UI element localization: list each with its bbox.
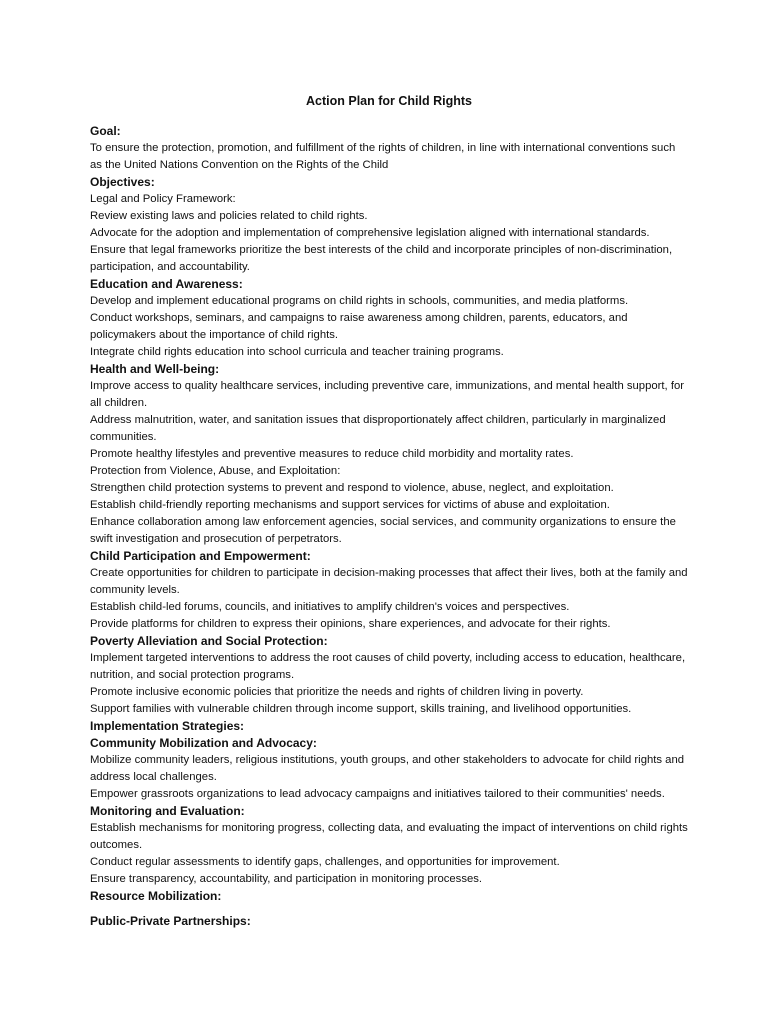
paragraph: Implement targeted interventions to address the root causes of child poverty, including access to education, healthcare, nutrition, and social protection programs. (90, 652, 686, 681)
paragraph: Ensure transparency, accountability, and participation in monitoring processes. (90, 873, 483, 885)
section-heading: Child Participation and Empowerment: (90, 549, 311, 563)
document-body (90, 123, 688, 930)
paragraph: Review existing laws and policies related to child rights. (90, 210, 368, 222)
paragraph: Legal and Policy Framework: (90, 193, 236, 205)
paragraph: Establish mechanisms for monitoring progress, collecting data, and evaluating the impact of interventions on child rights outcomes. (90, 822, 688, 851)
document-title: Action Plan for Child Rights (306, 94, 472, 108)
paragraph: Promote healthy lifestyles and preventive measures to reduce child morbidity and mortality rates. (90, 448, 574, 460)
section-heading: Public-Private Partnerships: (90, 914, 251, 928)
paragraph: To ensure the protection, promotion, and fulfillment of the rights of children, in line with international conventions such as the United Nations Convention on the Rights of the Child (90, 142, 676, 171)
paragraph: Advocate for the adoption and implementation of comprehensive legislation aligned with international standards. (90, 227, 650, 239)
paragraph: Mobilize community leaders, religious institutions, youth groups, and other stakeholders to advocate for child rights and address local challenges. (90, 754, 685, 783)
paragraph: Integrate child rights education into school curricula and teacher training programs. (90, 346, 504, 358)
section-heading: Monitoring and Evaluation: (90, 804, 245, 818)
paragraph: Develop and implement educational programs on child rights in schools, communities, and media platforms. (90, 295, 629, 307)
paragraph: Conduct workshops, seminars, and campaigns to raise awareness among children, parents, educators, and policymakers about the importance of child rights. (90, 312, 628, 341)
paragraph: Establish child-friendly reporting mechanisms and support services for victims of abuse and exploitation. (90, 499, 610, 511)
paragraph: Protection from Violence, Abuse, and Exploitation: (90, 465, 341, 477)
section-heading: Health and Well-being: (90, 362, 220, 376)
section-heading: Resource Mobilization: (90, 889, 222, 903)
section-heading: Education and Awareness: (90, 277, 243, 291)
paragraph: Ensure that legal frameworks prioritize the best interests of the child and incorporate principles of non-discrimination, participation, and accountability. (90, 244, 673, 273)
section-heading: Poverty Alleviation and Social Protection: (90, 634, 328, 648)
paragraph: Enhance collaboration among law enforcement agencies, social services, and community organizations to ensure the swift investigation and prosecution of perpetrators. (90, 516, 676, 545)
paragraph: Conduct regular assessments to identify gaps, challenges, and opportunities for improvement. (90, 856, 560, 868)
paragraph: Address malnutrition, water, and sanitation issues that disproportionately affect children, particularly in marginalized communities. (90, 414, 666, 443)
paragraph: Create opportunities for children to participate in decision-making processes that affect their lives, both at the family and community levels. (90, 567, 688, 596)
section-heading: Implementation Strategies: (90, 719, 245, 733)
paragraph: Promote inclusive economic policies that prioritize the needs and rights of children living in poverty. (90, 686, 584, 698)
section-heading: Community Mobilization and Advocacy: (90, 736, 317, 750)
section-heading: Goal: (90, 124, 121, 138)
paragraph: Empower grassroots organizations to lead advocacy campaigns and initiatives tailored to their communities' needs. (90, 788, 665, 800)
section-heading: Objectives: (90, 175, 155, 189)
paragraph: Establish child-led forums, councils, and initiatives to amplify children's voices and perspectives. (90, 601, 570, 613)
paragraph: Improve access to quality healthcare services, including preventive care, immunizations, and mental health support, for all children. (90, 380, 685, 409)
paragraph: Strengthen child protection systems to prevent and respond to violence, abuse, neglect, and exploitation. (90, 482, 614, 494)
paragraph: Provide platforms for children to express their opinions, share experiences, and advocate for their rights. (90, 618, 611, 630)
paragraph: Support families with vulnerable children through income support, skills training, and livelihood opportunities. (90, 703, 632, 715)
